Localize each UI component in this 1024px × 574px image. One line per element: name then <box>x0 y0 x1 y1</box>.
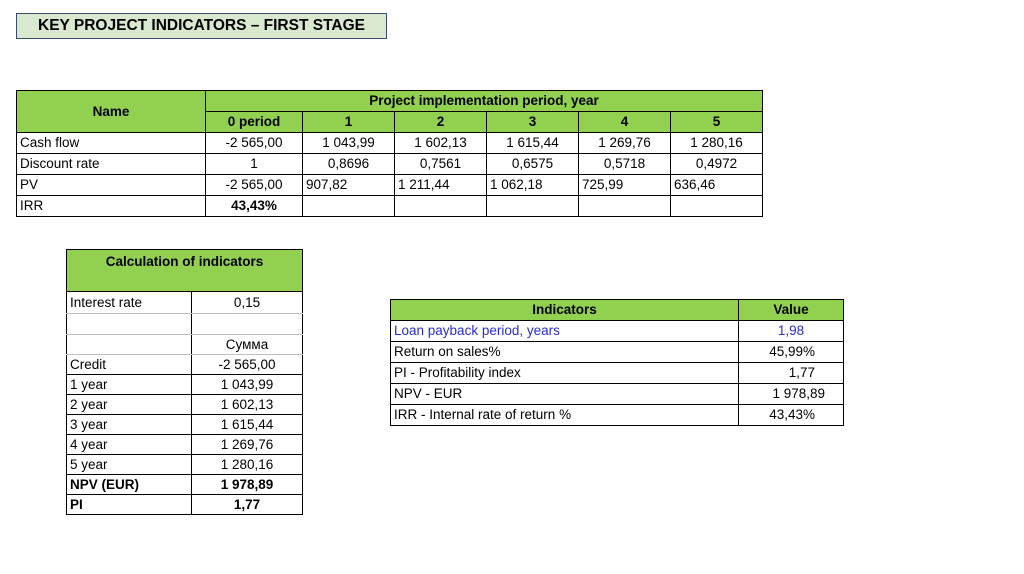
npv-label: NPV (EUR) <box>67 475 192 495</box>
indicator-value: 1,98 <box>739 321 844 342</box>
table-cell: 1 043,99 <box>303 133 395 154</box>
table-cell: 1 615,44 <box>192 415 303 435</box>
pi-value: 1,77 <box>192 495 303 515</box>
table-cell: 43,43% <box>206 196 303 217</box>
table-row <box>391 321 844 342</box>
indicator-value: 1 978,89 <box>739 384 844 405</box>
period-header-cell: 2 <box>395 112 487 133</box>
table-row <box>67 435 303 455</box>
table-cell: 0,7561 <box>395 154 487 175</box>
table-cell: 725,99 <box>579 175 671 196</box>
table-cell: 1 <box>206 154 303 175</box>
table-cell: 0,8696 <box>303 154 395 175</box>
row-label: Discount rate <box>17 154 206 175</box>
blank-cell <box>67 335 192 355</box>
calculation-table <box>66 249 303 515</box>
row-label: Cash flow <box>17 133 206 154</box>
sum-label: Сумма <box>192 335 303 355</box>
table-cell: -2 565,00 <box>206 175 303 196</box>
table-cell: 1 211,44 <box>395 175 487 196</box>
blank-cell <box>67 314 192 335</box>
page-title: KEY PROJECT INDICATORS – FIRST STAGE <box>16 13 387 39</box>
row-label: 2 year <box>67 395 192 415</box>
table-cell: 0,4972 <box>671 154 763 175</box>
table-cell <box>303 196 395 217</box>
table-cell: -2 565,00 <box>206 133 303 154</box>
indicators-table <box>390 299 844 426</box>
row-label: 3 year <box>67 415 192 435</box>
table-cell: 1 269,76 <box>579 133 671 154</box>
indicator-label: NPV - EUR <box>391 384 739 405</box>
period-header-cell: 0 period <box>206 112 303 133</box>
npv-value: 1 978,89 <box>192 475 303 495</box>
indicator-label: Return on sales% <box>391 342 739 363</box>
table-cell: 1 280,16 <box>192 455 303 475</box>
project-period-table <box>16 90 763 217</box>
table-row <box>67 455 303 475</box>
table-cell: 1 615,44 <box>487 133 579 154</box>
row-label: 1 year <box>67 375 192 395</box>
interest-value: 0,15 <box>192 292 303 314</box>
table-row <box>67 375 303 395</box>
table-cell: 907,82 <box>303 175 395 196</box>
indicator-label: PI - Profitability index <box>391 363 739 384</box>
indicator-label: IRR - Internal rate of return % <box>391 405 739 426</box>
table-cell: 0,5718 <box>579 154 671 175</box>
table-row <box>391 342 844 363</box>
blank-cell <box>192 314 303 335</box>
row-label: 4 year <box>67 435 192 455</box>
table-cell: 1 269,76 <box>192 435 303 455</box>
table-row <box>17 133 763 154</box>
row-label: IRR <box>17 196 206 217</box>
pi-label: PI <box>67 495 192 515</box>
value-header: Value <box>739 300 844 321</box>
period-header-cell: 1 <box>303 112 395 133</box>
table-cell <box>671 196 763 217</box>
table-cell: 1 602,13 <box>192 395 303 415</box>
table-cell: 1 062,18 <box>487 175 579 196</box>
table-row <box>67 475 303 495</box>
table-cell: -2 565,00 <box>192 355 303 375</box>
table-row <box>67 395 303 415</box>
period-header: Project implementation period, year <box>206 91 763 112</box>
table-row <box>17 154 763 175</box>
table-row <box>391 363 844 384</box>
table-row <box>17 196 763 217</box>
table-cell: 1 280,16 <box>671 133 763 154</box>
indicator-value: 43,43% <box>739 405 844 426</box>
row-label: PV <box>17 175 206 196</box>
row-label: Credit <box>67 355 192 375</box>
indicators-header: Indicators <box>391 300 739 321</box>
indicator-value: 45,99% <box>739 342 844 363</box>
row-label: 5 year <box>67 455 192 475</box>
table-cell: 636,46 <box>671 175 763 196</box>
indicator-value: 1,77 <box>739 363 844 384</box>
table-cell: 1 602,13 <box>395 133 487 154</box>
table-cell <box>395 196 487 217</box>
table-cell: 1 043,99 <box>192 375 303 395</box>
interest-label: Interest rate <box>67 292 192 314</box>
table-row <box>17 175 763 196</box>
period-header-cell: 5 <box>671 112 763 133</box>
period-header-cell: 3 <box>487 112 579 133</box>
table-cell <box>487 196 579 217</box>
table-row <box>391 384 844 405</box>
table-row <box>67 415 303 435</box>
table-row <box>391 405 844 426</box>
indicator-label: Loan payback period, years <box>391 321 739 342</box>
table-row <box>67 495 303 515</box>
table-cell <box>579 196 671 217</box>
table-cell: 0,6575 <box>487 154 579 175</box>
name-header: Name <box>17 91 206 133</box>
table-row <box>67 355 303 375</box>
calculation-header: Calculation of indicators <box>67 250 303 292</box>
period-header-cell: 4 <box>579 112 671 133</box>
